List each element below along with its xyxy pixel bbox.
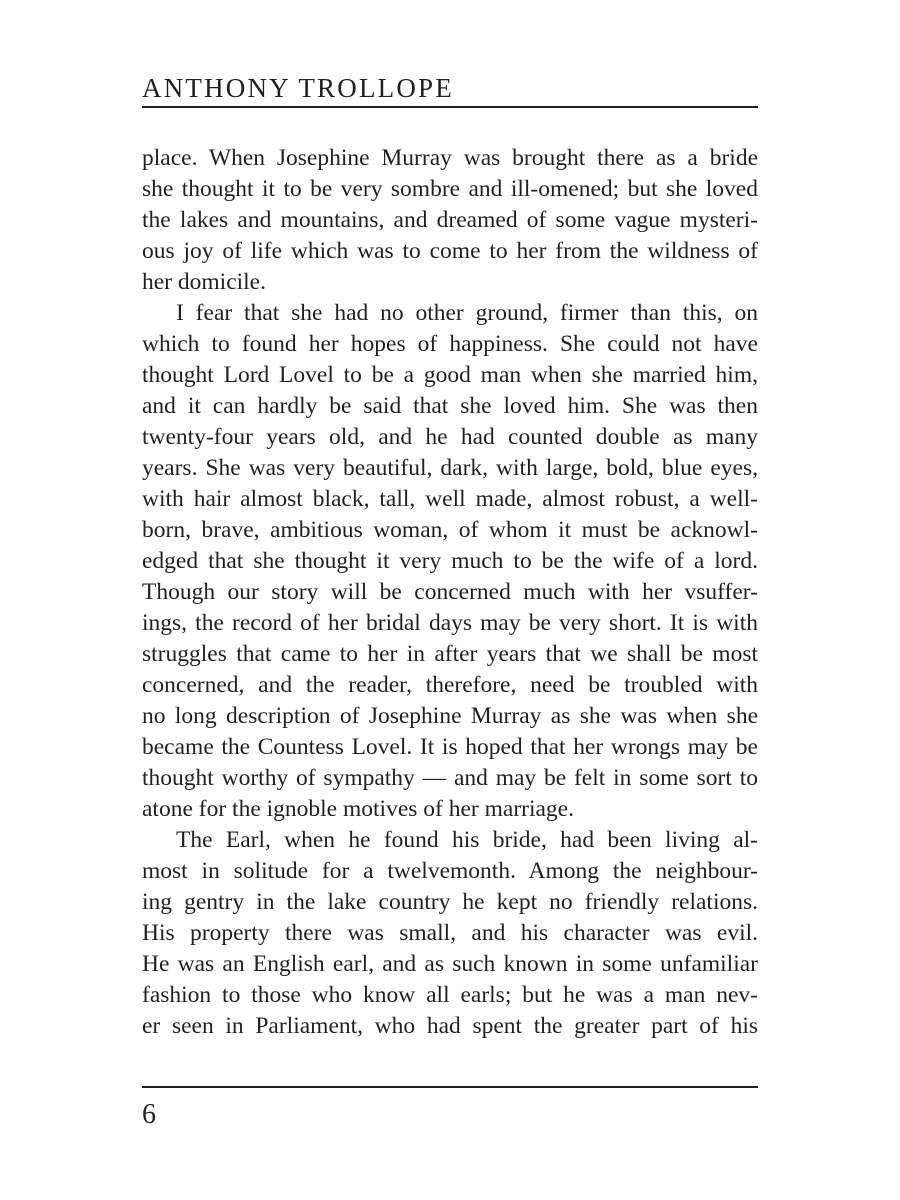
body-text	[142, 143, 758, 1042]
text-line: with hair almost black, tall, well made, almost robust, a well-	[142, 486, 758, 512]
text-line: place. When Josephine Murray was brought there as a bride	[142, 145, 758, 171]
text-line: which to found her hopes of happiness. She could not have	[142, 331, 758, 357]
header-rule	[142, 106, 758, 108]
text-line: years. She was very beautiful, dark, with large, bold, blue eyes,	[142, 455, 758, 481]
paragraph-3	[142, 825, 758, 1042]
text-line: struggles that came to her in after years that we shall be most	[142, 641, 758, 667]
text-line: The Earl, when he found his bride, had been living al-	[176, 827, 758, 853]
text-line: Though our story will be concerned much with her vsuffer-	[142, 579, 758, 605]
book-page	[142, 0, 758, 1200]
text-line: He was an English earl, and as such known in some unfamiliar	[142, 951, 758, 977]
text-line: and it can hardly be said that she loved him. She was then	[142, 393, 758, 419]
text-line: became the Countess Lovel. It is hoped that her wrongs may be	[142, 734, 758, 760]
paragraph-2	[142, 298, 758, 825]
text-line: concerned, and the reader, therefore, need be troubled with	[142, 672, 758, 698]
text-line: twenty-four years old, and he had counted double as many	[142, 424, 758, 450]
text-line: ing gentry in the lake country he kept no friendly relations.	[142, 889, 758, 915]
text-line: the lakes and mountains, and dreamed of some vague mysteri-	[142, 207, 758, 233]
text-line: thought worthy of sympathy — and may be felt in some sort to	[142, 765, 758, 791]
text-line: born, brave, ambitious woman, of whom it must be acknowl-	[142, 517, 758, 543]
paragraph-1	[142, 143, 758, 298]
text-line: atone for the ignoble motives of her marriage.	[142, 796, 574, 822]
text-line: thought Lord Lovel to be a good man when she married him,	[142, 362, 758, 388]
text-line: His property there was small, and his character was evil.	[142, 920, 758, 946]
text-line: most in solitude for a twelvemonth. Among the neighbour-	[142, 858, 758, 884]
text-line: I fear that she had no other ground, firmer than this, on	[176, 300, 758, 326]
text-line: her domicile.	[142, 269, 266, 295]
running-head-author: ANTHONY TROLLOPE	[142, 73, 454, 103]
text-line: she thought it to be very sombre and ill-omened; but she loved	[142, 176, 758, 202]
footer-rule	[142, 1086, 758, 1088]
text-line: ings, the record of her bridal days may be very short. It is with	[142, 610, 758, 636]
text-line: er seen in Parliament, who had spent the greater part of his	[142, 1013, 758, 1039]
text-line: edged that she thought it very much to be the wife of a lord.	[142, 548, 758, 574]
page-number: 6	[142, 1099, 156, 1130]
text-line: ous joy of life which was to come to her from the wildness of	[142, 238, 758, 264]
text-line: fashion to those who know all earls; but he was a man nev-	[142, 982, 758, 1008]
text-line: no long description of Josephine Murray as she was when she	[142, 703, 758, 729]
